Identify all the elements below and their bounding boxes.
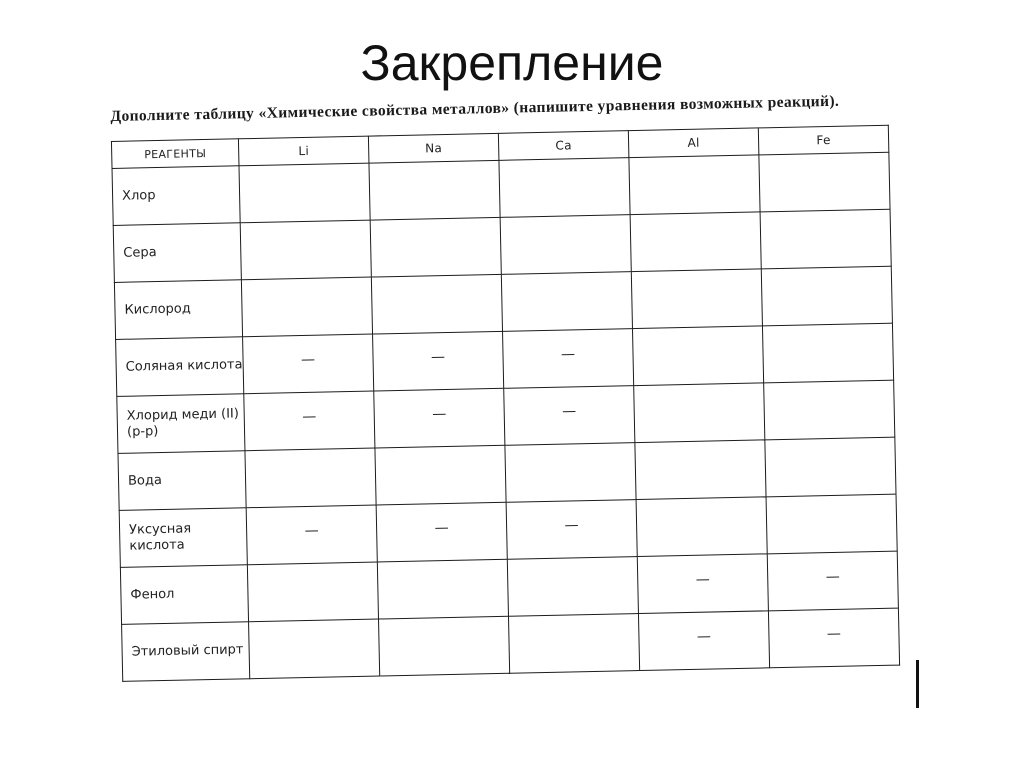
reagents-header: РЕАГЕНТЫ xyxy=(111,139,239,169)
answer-cell[interactable] xyxy=(370,217,501,277)
no-reaction-dash: — xyxy=(560,345,576,363)
answer-cell[interactable] xyxy=(507,557,638,617)
answer-cell[interactable] xyxy=(759,152,890,212)
worksheet-instruction: Дополните таблицу «Химические свойства металлов» (напишите уравнения возможных реакций). xyxy=(110,92,840,125)
metal-header-fe: Fe xyxy=(758,125,889,155)
answer-cell[interactable] xyxy=(247,562,378,622)
metal-header-li: Li xyxy=(238,136,369,166)
no-reaction-dash: — xyxy=(562,402,577,420)
answer-cell[interactable] xyxy=(504,386,635,446)
answer-cell[interactable] xyxy=(762,323,893,383)
table-body xyxy=(112,152,900,681)
answer-cell[interactable] xyxy=(767,551,898,611)
reagent-label: Кислород xyxy=(114,280,242,340)
reagent-label: Этиловый спирт xyxy=(122,622,250,682)
answer-cell[interactable] xyxy=(766,494,897,554)
answer-cell[interactable] xyxy=(377,559,508,619)
no-reaction-dash: — xyxy=(304,522,319,539)
no-reaction-dash: — xyxy=(826,625,842,642)
answer-cell[interactable] xyxy=(761,266,892,326)
no-reaction-dash: — xyxy=(432,405,447,422)
answer-cell[interactable] xyxy=(636,497,767,557)
answer-cell[interactable] xyxy=(373,331,504,391)
reagent-label: Уксусная кислота xyxy=(119,508,247,568)
no-reaction-dash: — xyxy=(696,628,712,645)
slide-title: Закрепление xyxy=(360,35,664,91)
answer-cell[interactable] xyxy=(629,155,760,215)
answer-cell[interactable] xyxy=(634,383,765,443)
no-reaction-dash: — xyxy=(434,519,449,536)
answer-cell[interactable] xyxy=(506,500,637,560)
answer-cell[interactable] xyxy=(241,277,372,337)
no-reaction-dash: — xyxy=(825,568,840,585)
metals-properties-table xyxy=(111,125,900,682)
reagent-label: Вода xyxy=(118,451,246,511)
reagent-label: Фенол xyxy=(120,565,248,625)
answer-cell[interactable] xyxy=(760,209,891,269)
answer-cell[interactable] xyxy=(631,269,762,329)
answer-cell[interactable] xyxy=(243,334,374,394)
answer-cell[interactable] xyxy=(374,388,505,448)
answer-cell[interactable] xyxy=(500,215,631,275)
answer-cell[interactable] xyxy=(635,440,766,500)
answer-cell[interactable] xyxy=(244,391,375,451)
answer-cell[interactable] xyxy=(505,443,636,503)
answer-cell[interactable] xyxy=(508,614,639,674)
answer-cell[interactable] xyxy=(503,329,634,389)
no-reaction-dash: — xyxy=(695,571,710,588)
answer-cell[interactable] xyxy=(764,380,895,440)
answer-cell[interactable] xyxy=(239,163,370,223)
answer-cell[interactable] xyxy=(245,448,376,508)
no-reaction-dash: — xyxy=(564,516,579,534)
answer-cell[interactable] xyxy=(240,220,371,280)
answer-cell[interactable] xyxy=(246,505,377,565)
answer-cell[interactable] xyxy=(632,326,763,386)
no-reaction-dash: — xyxy=(302,408,317,425)
metal-header-al: Al xyxy=(628,128,759,158)
reagent-label: Хлорид меди (II) (р-р) xyxy=(117,394,245,454)
answer-cell[interactable] xyxy=(499,158,630,218)
answer-cell[interactable] xyxy=(765,437,896,497)
no-reaction-dash: — xyxy=(430,348,446,365)
scanned-worksheet xyxy=(110,79,923,736)
answer-cell[interactable] xyxy=(637,554,768,614)
answer-cell[interactable] xyxy=(249,619,380,679)
answer-cell[interactable] xyxy=(630,212,761,272)
page-edge-mark xyxy=(916,660,919,708)
answer-cell[interactable] xyxy=(376,502,507,562)
answer-cell[interactable] xyxy=(638,611,769,671)
metal-header-ca: Ca xyxy=(498,131,629,161)
answer-cell[interactable] xyxy=(379,616,510,676)
reagent-label: Сера xyxy=(113,223,241,283)
answer-cell[interactable] xyxy=(375,445,506,505)
answer-cell[interactable] xyxy=(501,272,632,332)
reagent-label: Хлор xyxy=(112,166,240,226)
answer-cell[interactable] xyxy=(768,608,899,668)
no-reaction-dash: — xyxy=(300,351,316,368)
answer-cell[interactable] xyxy=(369,160,500,220)
reagent-label: Соляная кислота xyxy=(116,337,244,397)
answer-cell[interactable] xyxy=(371,274,502,334)
metal-header-na: Na xyxy=(368,133,499,163)
